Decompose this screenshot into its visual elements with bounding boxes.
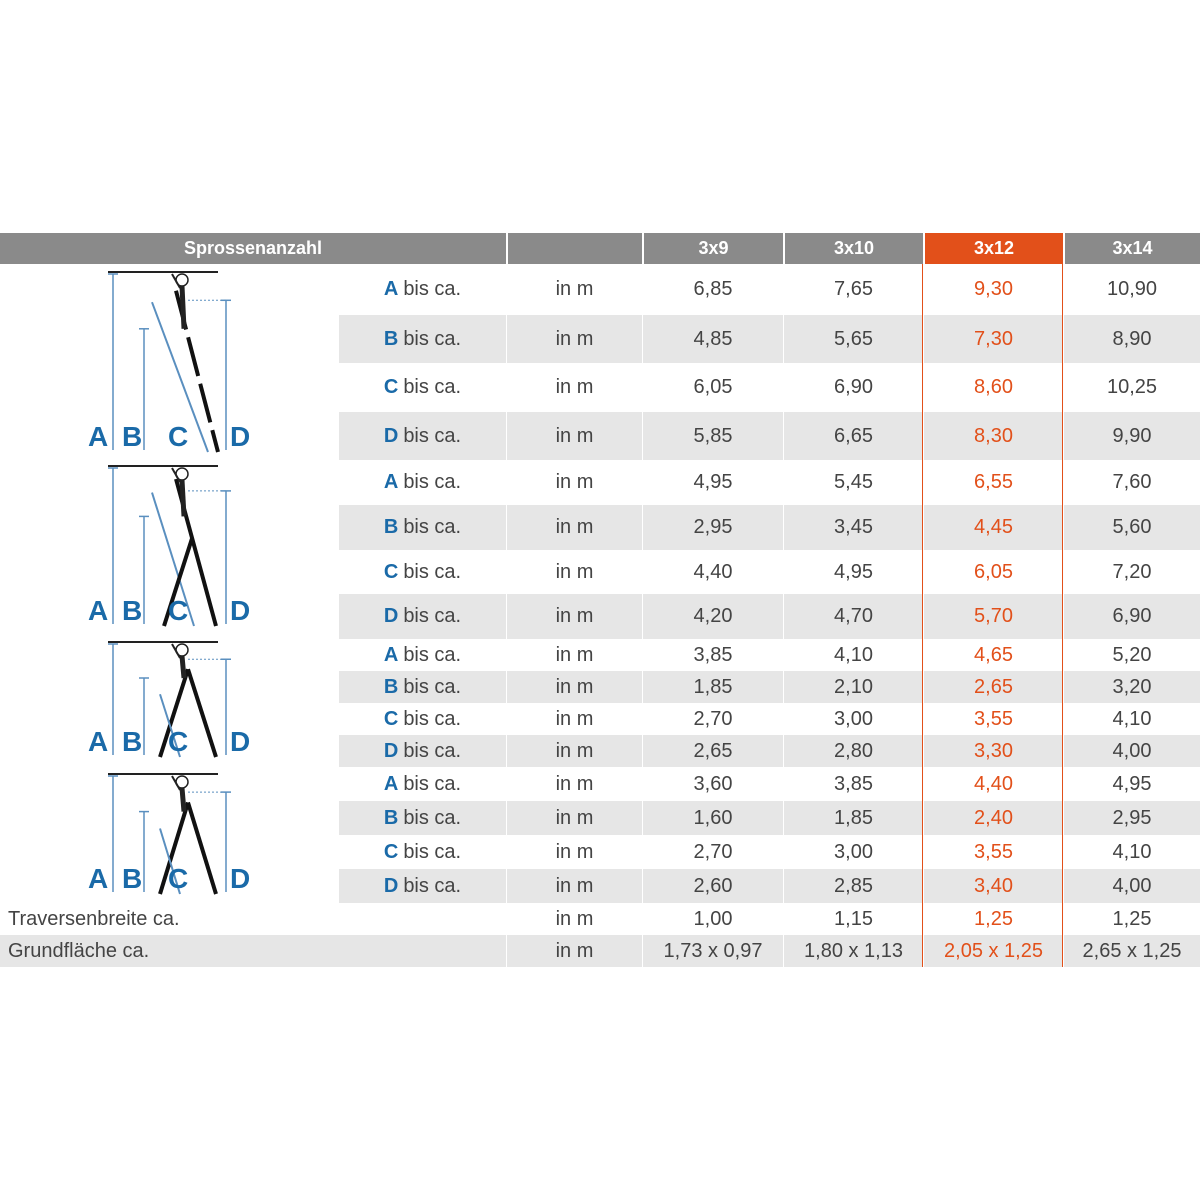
- diagram-letter-b: B: [122, 863, 143, 894]
- header-col-3x12: 3x12: [923, 233, 1063, 264]
- value-cell: 3,85: [783, 767, 923, 801]
- value-cell: 2,10: [783, 671, 923, 703]
- value-cell: 3,40: [923, 869, 1063, 903]
- value-cell: 2,95: [1063, 801, 1200, 835]
- value-cell: 5,45: [783, 460, 923, 505]
- header-col-3x14: 3x14: [1063, 233, 1200, 264]
- dimension-label: bis ca.: [403, 560, 462, 583]
- value-cell: 3,30: [923, 735, 1063, 767]
- value-cell: 9,30: [923, 264, 1063, 315]
- value-cell: 7,30: [923, 315, 1063, 363]
- diagram-letter-a: A: [88, 595, 109, 626]
- unit-cell: in m: [506, 903, 642, 935]
- dimension-label: bis ca.: [403, 739, 462, 762]
- dimension-letter: D: [383, 605, 399, 627]
- dimension-label: bis ca.: [403, 643, 462, 666]
- row-label: [339, 550, 506, 594]
- unit-cell: in m: [506, 315, 642, 363]
- diagram-letter-c: C: [168, 863, 189, 894]
- dimension-letter: C: [383, 840, 399, 863]
- diagram-letter-b: B: [122, 421, 143, 452]
- value-cell: 4,20: [642, 594, 783, 639]
- value-cell: 2,85: [783, 869, 923, 903]
- ladder-diagram: [80, 770, 270, 900]
- dimension-letter: C: [383, 560, 399, 583]
- value-cell: 4,70: [783, 594, 923, 639]
- value-cell: 2,95: [642, 505, 783, 550]
- value-cell: 10,25: [1063, 363, 1200, 412]
- row-label: [339, 264, 506, 315]
- row-label: [339, 801, 506, 835]
- value-cell: 8,30: [923, 412, 1063, 460]
- value-cell: 5,70: [923, 594, 1063, 639]
- value-cell: 2,70: [642, 703, 783, 735]
- dimension-letter: D: [383, 424, 399, 447]
- header-row: [0, 233, 1200, 264]
- header-title: Sprossenanzahl: [183, 238, 323, 258]
- value-cell: 2,70: [642, 835, 783, 869]
- value-cell: 4,85: [642, 315, 783, 363]
- dimension-label: bis ca.: [403, 675, 462, 698]
- dimension-letter: B: [383, 806, 399, 829]
- unit-cell: in m: [506, 505, 642, 550]
- unit-cell: in m: [506, 363, 642, 412]
- unit-cell: in m: [506, 767, 642, 801]
- value-cell: 1,85: [783, 801, 923, 835]
- diagram-letter-d: D: [230, 726, 251, 757]
- dimension-label: bis ca.: [403, 327, 462, 350]
- diagram-letter-d: D: [230, 595, 251, 626]
- value-cell: 8,60: [923, 363, 1063, 412]
- value-cell: 7,65: [783, 264, 923, 315]
- unit-cell: in m: [506, 550, 642, 594]
- value-cell: 2,65: [923, 671, 1063, 703]
- ladder-diagram: [80, 268, 270, 458]
- value-cell: 5,65: [783, 315, 923, 363]
- diagram-letter-a: A: [88, 421, 109, 452]
- dimension-label: bis ca.: [403, 806, 462, 829]
- value-cell: 5,20: [1063, 639, 1200, 671]
- dimension-letter: C: [383, 376, 399, 398]
- value-cell: 4,40: [642, 550, 783, 594]
- value-cell: 3,20: [1063, 671, 1200, 703]
- row-label: [339, 767, 506, 801]
- value-cell: 4,95: [642, 460, 783, 505]
- value-cell: 4,00: [1063, 735, 1200, 767]
- value-cell: 5,85: [642, 412, 783, 460]
- header-col-3x10: 3x10: [783, 233, 923, 264]
- value-cell: 3,85: [642, 639, 783, 671]
- dimension-letter: A: [383, 278, 399, 300]
- row-label: [339, 735, 506, 767]
- dimension-label: bis ca.: [403, 707, 462, 730]
- value-cell: 2,60: [642, 869, 783, 903]
- diagram-letter-c: C: [168, 421, 189, 452]
- unit-cell: in m: [506, 460, 642, 505]
- value-cell: 4,65: [923, 639, 1063, 671]
- value-cell: 4,10: [1063, 703, 1200, 735]
- dimension-letter: B: [383, 516, 399, 538]
- dimension-label: bis ca.: [403, 376, 462, 398]
- value-cell: 2,40: [923, 801, 1063, 835]
- unit-cell: in m: [506, 671, 642, 703]
- dimension-letter: B: [383, 675, 399, 698]
- diagram-letter-a: A: [88, 863, 109, 894]
- value-cell: 6,55: [923, 460, 1063, 505]
- diagram-letter-b: B: [122, 726, 143, 757]
- value-cell: 1,85: [642, 671, 783, 703]
- value-cell: 1,00: [642, 903, 783, 935]
- row-label: [339, 315, 506, 363]
- value-cell: 4,10: [783, 639, 923, 671]
- dimension-letter: D: [383, 874, 399, 897]
- ladder-diagram: [80, 638, 270, 763]
- dimension-label: bis ca.: [403, 772, 462, 795]
- dimension-letter: A: [383, 772, 399, 795]
- dimension-label: bis ca.: [403, 278, 462, 300]
- dimension-letter: C: [383, 707, 399, 730]
- value-cell: 1,73 x 0,97: [642, 935, 783, 967]
- diagram-letter-a: A: [88, 726, 109, 757]
- row-label: [339, 671, 506, 703]
- value-cell: 2,05 x 1,25: [923, 935, 1063, 967]
- row-label: [339, 412, 506, 460]
- value-cell: 8,90: [1063, 315, 1200, 363]
- row-label: [339, 363, 506, 412]
- dimension-letter: A: [383, 643, 399, 666]
- dimension-label: bis ca.: [403, 605, 462, 627]
- value-cell: 6,05: [642, 363, 783, 412]
- value-cell: 4,95: [783, 550, 923, 594]
- unit-cell: in m: [506, 264, 642, 315]
- dimension-label: bis ca.: [403, 471, 462, 493]
- value-cell: 7,60: [1063, 460, 1200, 505]
- value-cell: 6,90: [783, 363, 923, 412]
- unit-cell: in m: [506, 935, 642, 967]
- dimension-label: bis ca.: [403, 840, 462, 863]
- dimension-label: bis ca.: [403, 874, 462, 897]
- row-label: [339, 703, 506, 735]
- value-cell: 1,80 x 1,13: [783, 935, 923, 967]
- value-cell: 4,40: [923, 767, 1063, 801]
- value-cell: 3,45: [783, 505, 923, 550]
- dimension-letter: D: [383, 739, 399, 762]
- diagram-letter-b: B: [122, 595, 143, 626]
- unit-cell: in m: [506, 869, 642, 903]
- value-cell: 2,65 x 1,25: [1063, 935, 1200, 967]
- row-label: [339, 505, 506, 550]
- footer-label: Grundfläche ca.: [8, 939, 150, 962]
- value-cell: 2,80: [783, 735, 923, 767]
- value-cell: 6,90: [1063, 594, 1200, 639]
- diagram-letter-c: C: [168, 726, 189, 757]
- value-cell: 3,55: [923, 835, 1063, 869]
- unit-cell: in m: [506, 412, 642, 460]
- value-cell: 4,95: [1063, 767, 1200, 801]
- value-cell: 1,25: [1063, 903, 1200, 935]
- value-cell: 4,45: [923, 505, 1063, 550]
- value-cell: 1,25: [923, 903, 1063, 935]
- value-cell: 6,65: [783, 412, 923, 460]
- unit-cell: in m: [506, 594, 642, 639]
- unit-cell: in m: [506, 835, 642, 869]
- unit-cell: in m: [506, 703, 642, 735]
- header-col-3x9: 3x9: [642, 233, 783, 264]
- value-cell: 1,60: [642, 801, 783, 835]
- diagram-letter-d: D: [230, 863, 251, 894]
- row-label: [339, 869, 506, 903]
- value-cell: 3,60: [642, 767, 783, 801]
- dimension-letter: A: [383, 471, 399, 493]
- value-cell: 9,90: [1063, 412, 1200, 460]
- value-cell: 6,05: [923, 550, 1063, 594]
- value-cell: 4,10: [1063, 835, 1200, 869]
- diagram-letter-c: C: [168, 595, 189, 626]
- dimension-letter: B: [383, 327, 399, 350]
- value-cell: 3,00: [783, 835, 923, 869]
- value-cell: 4,00: [1063, 869, 1200, 903]
- value-cell: 10,90: [1063, 264, 1200, 315]
- value-cell: 6,85: [642, 264, 783, 315]
- row-label: [339, 594, 506, 639]
- dimension-label: bis ca.: [403, 516, 462, 538]
- value-cell: 7,20: [1063, 550, 1200, 594]
- value-cell: 2,65: [642, 735, 783, 767]
- footer-row: [0, 903, 1200, 935]
- footer-label: Traversenbreite ca.: [8, 907, 180, 930]
- row-label: [339, 835, 506, 869]
- unit-cell: in m: [506, 801, 642, 835]
- value-cell: 1,15: [783, 903, 923, 935]
- footer-row: [0, 935, 1200, 967]
- diagram-letter-d: D: [230, 421, 251, 452]
- ladder-diagram: [80, 462, 270, 632]
- value-cell: 3,55: [923, 703, 1063, 735]
- value-cell: 5,60: [1063, 505, 1200, 550]
- row-label: [339, 460, 506, 505]
- unit-cell: in m: [506, 639, 642, 671]
- unit-cell: in m: [506, 735, 642, 767]
- row-label: [339, 639, 506, 671]
- header-unit-blank: [506, 233, 642, 264]
- value-cell: 3,00: [783, 703, 923, 735]
- dimension-label: bis ca.: [403, 424, 462, 447]
